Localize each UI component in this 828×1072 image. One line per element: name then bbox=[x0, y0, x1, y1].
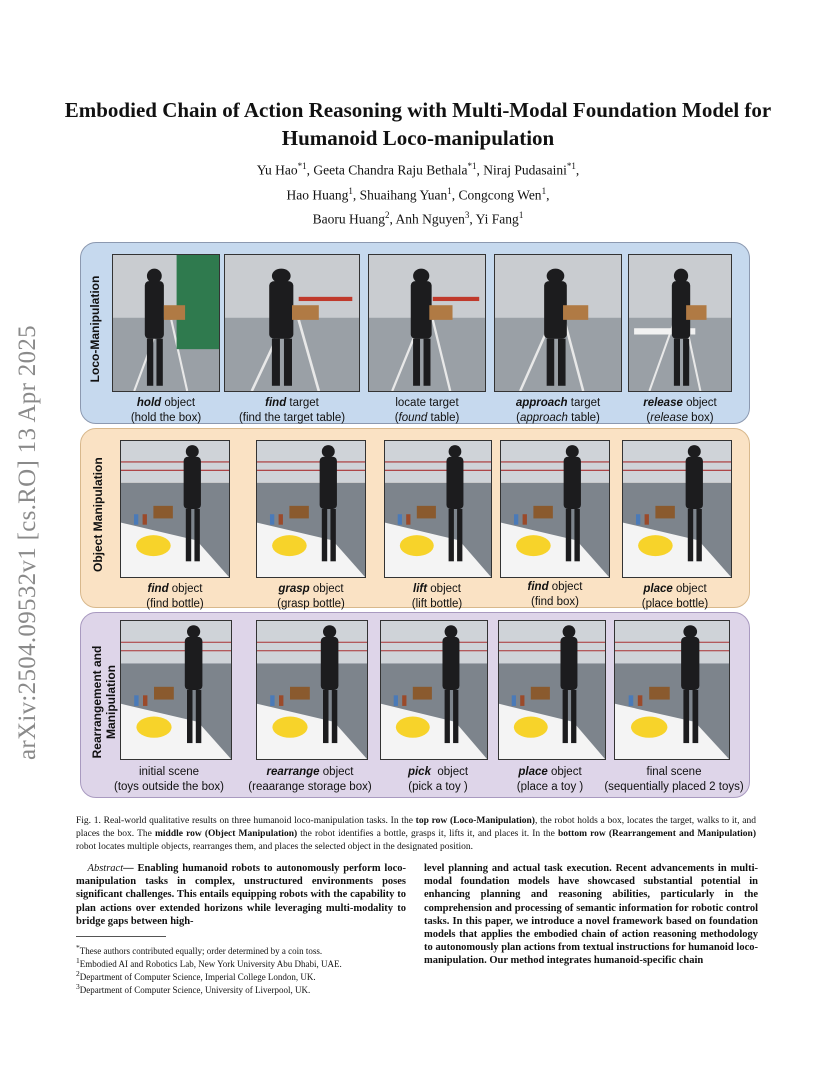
robot-photo bbox=[614, 620, 730, 760]
author-list bbox=[100, 156, 736, 230]
author-line-3: Baoru Huang$^2$, Anh Nguyen$^3$, Yi Fang$^1$ bbox=[312, 210, 524, 227]
caption-hold-object bbox=[112, 396, 220, 426]
caption-sub: (hold the box) bbox=[130, 412, 202, 424]
caption-verb: lift bbox=[413, 583, 428, 595]
caption-sub: (place a toy ) bbox=[516, 781, 584, 793]
robot-photo bbox=[498, 620, 606, 760]
caption-find-target bbox=[222, 396, 362, 426]
author-name: Shuaihang Yuan bbox=[359, 187, 448, 202]
abstract-left-column bbox=[76, 862, 406, 928]
caption-text: final scene bbox=[646, 766, 702, 778]
caption-text: object bbox=[430, 766, 469, 778]
robot-photo bbox=[380, 620, 488, 760]
caption-text: object bbox=[672, 583, 707, 595]
caption-verb: rearrange bbox=[266, 766, 320, 778]
caption-text: object bbox=[319, 766, 354, 778]
caption-text: target bbox=[286, 397, 319, 409]
caption-text: locate target bbox=[395, 397, 459, 409]
paper-title: Embodied Chain of Action Reasoning with Multi-Modal Foundation Model for Humanoid Loco-manipulation bbox=[64, 98, 772, 150]
author-name: Geeta Chandra Raju Bethala bbox=[313, 162, 468, 178]
row-label-rearrangement bbox=[90, 642, 120, 762]
author-name: Yi Fang bbox=[475, 211, 519, 227]
author-name: Anh Nguyen bbox=[395, 211, 465, 227]
footnote: $^2$Department of Computer Science, Imperial College London, UK. bbox=[76, 969, 316, 982]
robot-photo bbox=[120, 620, 232, 760]
author-affiliation: *1 bbox=[297, 161, 307, 171]
author-name: Hao Huang bbox=[286, 187, 349, 202]
caption-verb: release bbox=[643, 397, 683, 409]
robot-photo bbox=[494, 254, 622, 392]
caption-sub: (find the target table) bbox=[238, 412, 346, 424]
caption-find-object bbox=[120, 582, 230, 612]
author-affiliation: 2 bbox=[385, 210, 390, 220]
caption-release-object bbox=[628, 396, 732, 426]
caption-sub: (reaarange storage box) bbox=[248, 781, 372, 793]
caption-sub: (grasp bottle) bbox=[277, 598, 345, 610]
caption-sub: (release box) bbox=[646, 412, 714, 424]
robot-photo bbox=[384, 440, 492, 578]
author-affiliation: *1 bbox=[566, 161, 576, 171]
robot-photo bbox=[224, 254, 360, 392]
caption-final-scene bbox=[594, 765, 754, 795]
author-line-2: Hao Huang$^1$, Shuaihang Yuan$^1$, Congcong Wen$^1$, bbox=[286, 185, 550, 202]
caption-verb: pick bbox=[407, 766, 431, 778]
caption-sub: (lift bottle) bbox=[411, 598, 463, 610]
robot-photo bbox=[256, 620, 368, 760]
row-label-line: Manipulation bbox=[104, 665, 118, 739]
caption-approach-target bbox=[494, 396, 622, 426]
row-label-line: Rearrangement and bbox=[90, 645, 104, 759]
caption-text: object bbox=[427, 583, 461, 595]
caption-sub: (pick a toy ) bbox=[408, 781, 468, 793]
caption-text: initial scene bbox=[138, 766, 200, 778]
author-name: Baoru Huang bbox=[312, 211, 386, 227]
caption-verb: approach bbox=[515, 397, 568, 409]
caption-grasp-object bbox=[256, 582, 366, 612]
footnote: $^1$Embodied AI and Robotics Lab, New York University Abu Dhabi, UAE. bbox=[76, 956, 342, 969]
robot-photo bbox=[120, 440, 230, 578]
caption-sub: (found table) bbox=[394, 412, 460, 424]
robot-photo bbox=[500, 440, 610, 578]
caption-text: object bbox=[161, 397, 196, 409]
caption-lift-object bbox=[382, 582, 492, 612]
abstract-lead: Abstract bbox=[87, 863, 124, 874]
footnote: $^3$Department of Computer Science, University of Liverpool, UK. bbox=[76, 982, 311, 995]
caption-text: object bbox=[168, 583, 203, 595]
author-affiliation: 1 bbox=[447, 185, 452, 196]
robot-photo bbox=[256, 440, 366, 578]
caption-find-box bbox=[500, 580, 610, 610]
caption-verb: hold bbox=[136, 397, 162, 409]
caption-place-object bbox=[620, 582, 730, 612]
robot-photo bbox=[368, 254, 486, 392]
author-name: Niraj Pudasaini bbox=[483, 162, 567, 178]
row-label-loco-manipulation: Loco-Manipulation bbox=[88, 275, 102, 383]
caption-verb: grasp bbox=[278, 583, 310, 595]
author-affiliation: 1 bbox=[348, 185, 353, 196]
caption-rearrange-object bbox=[236, 765, 384, 795]
abstract-right-column: level planning and actual task execution. Recent advancements in multi-modal foundation models have showcased substantial potential in enhancing planning and reasoning abilities, particularly in the comprehension and processing of semantic information for robotic control tasks. In this paper, we introduce a novel framework based on foundation models that applies the embodied chain of action reasoning methodology to autonomously plan actions from textual instructions for humanoid loco-manipulation. Our method integrates humanoid-specific chain bbox=[424, 863, 758, 967]
footnote: *These authors contributed equally; order determined by a coin toss. bbox=[76, 943, 323, 956]
author-affiliation: *1 bbox=[467, 161, 477, 171]
caption-text: object bbox=[682, 397, 717, 409]
caption-verb: find bbox=[147, 583, 169, 595]
caption-pick-object bbox=[388, 765, 488, 795]
author-name: Congcong Wen bbox=[458, 187, 542, 202]
caption-locate-target bbox=[368, 396, 486, 426]
caption-verb: find bbox=[527, 581, 549, 593]
author-affiliation: 1 bbox=[518, 210, 524, 220]
caption-sub: (toys outside the box) bbox=[114, 781, 224, 793]
arxiv-identifier: arXiv:2504.09532v1 [cs.RO] 13 Apr 2025 bbox=[14, 325, 41, 760]
caption-initial-scene bbox=[106, 765, 232, 795]
caption-sub: (approach table) bbox=[516, 412, 600, 424]
footnote-rule bbox=[76, 936, 166, 937]
row-label-object-manipulation: Object Manipulation bbox=[91, 457, 105, 572]
abstract-text: — Enabling humanoid robots to autonomously perform loco-manipulation tasks in complex, unstructured environments poses significant challenges. This entails equipping robots with the capability to plan actions over extended horizons while leveraging multi-modality to bridge gaps between high- bbox=[76, 863, 406, 927]
robot-photo bbox=[112, 254, 220, 392]
caption-verb: find bbox=[265, 397, 287, 409]
caption-place-toy bbox=[500, 765, 600, 795]
robot-photo bbox=[622, 440, 732, 578]
caption-verb: place bbox=[643, 583, 673, 595]
caption-sub: (find box) bbox=[531, 596, 579, 608]
caption-text: object bbox=[309, 583, 344, 595]
caption-text: object bbox=[547, 766, 582, 778]
robot-photo bbox=[628, 254, 732, 392]
figure-caption: Fig. 1. Real-world qualitative results on three humanoid loco-manipulation tasks. In the top row (Loco-Manipulation), the robot holds a box, locates the target, walks to it, and places the box. The middle row (Object Manipulation) the robot identifies a bottle, grasps it, lifts it, and places it. In the bottom row (Rearrangement and Manipulation) robot locates multiple objects, rearranges them, and places the selected object in the designated position. bbox=[76, 816, 757, 852]
author-affiliation: 3 bbox=[464, 210, 470, 220]
author-affiliation: 1 bbox=[541, 185, 547, 196]
caption-sub: (place bottle) bbox=[641, 598, 709, 610]
caption-sub: (sequentially placed 2 toys) bbox=[604, 781, 744, 793]
caption-text: object bbox=[548, 581, 583, 593]
caption-text: target bbox=[567, 397, 601, 409]
author-name: Yu Hao bbox=[256, 162, 298, 178]
caption-sub: (find bottle) bbox=[146, 598, 204, 610]
author-line-1: Yu Hao$^{*1}$, Geeta Chandra Raju Bethala$^{*1}$, Niraj Pudasaini$^{*1}$, bbox=[256, 161, 580, 178]
caption-verb: place bbox=[518, 766, 548, 778]
